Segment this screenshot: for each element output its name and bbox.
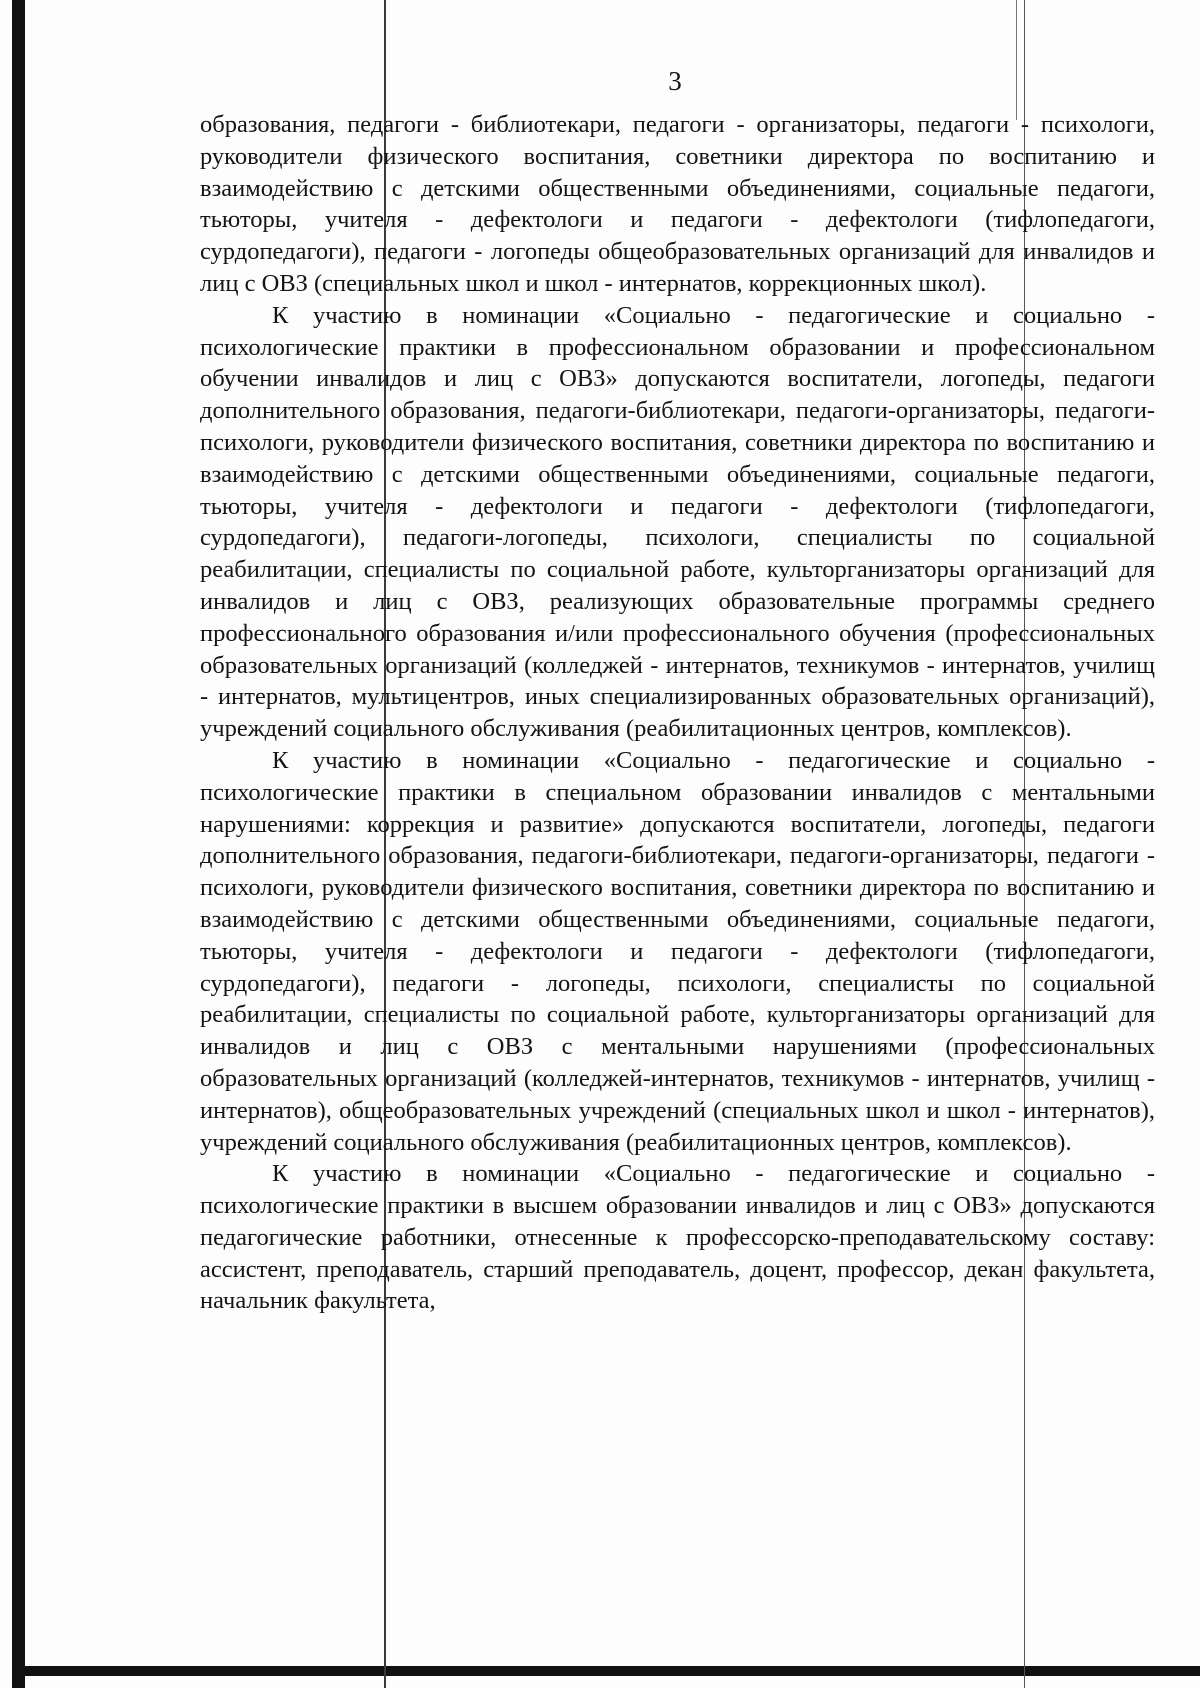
document-body xyxy=(200,109,1155,1317)
paragraph-mental-disabilities-nomination: К участию в номинации «Социально - педагогические и социально - психологические практики в специальном образовании инвалидов с ментальными нарушениями: коррекция и развитие» допускаются воспитатели, логопеды, педагоги дополнительного образования, педагоги-библиотекари, педагоги-организаторы, педагоги - психологи, руководители физического воспитания, советники директора по воспитанию и взаимодействию с детскими общественными объединениями, социальные педагоги, тьюторы, учителя - дефектологи и педагоги - дефектологи (тифлопедагоги, сурдопедагоги), педагоги - логопеды, психологи, специалисты по социальной реабилитации, специалисты по социальной работе, культорганизаторы организаций для инвалидов и лиц с ОВЗ с ментальными нарушениями (профессиональных образовательных организаций (колледжей-интернатов, техникумов - интернатов, училищ - интернатов), общеобразовательных учреждений (специальных школ и школ - интернатов), учреждений социального обслуживания (реабилитационных центров, комплексов). xyxy=(200,746,1155,1156)
scan-left-border xyxy=(12,0,25,1688)
paragraph-continuation: образования, педагоги - библиотекари, педагоги - организаторы, педагоги - психологи, руководители физического воспитания, советники директора по воспитанию и взаимодействию с детскими общественными объединениями, социальные педагоги, тьюторы, учителя - дефектологи и педагоги - дефектологи (тифлопедагоги, сурдопедагоги), педагоги - логопеды общеобразовательных организаций для инвалидов и лиц с ОВЗ (специальных школ и школ - интернатов, коррекционных школ). xyxy=(200,111,1155,297)
scan-fold-line-top xyxy=(1016,0,1017,120)
paragraph-professional-education-nomination: К участию в номинации «Социально - педагогические и социально - психологические практики в профессиональном образовании и профессиональном обучении инвалидов и лиц с ОВЗ» допускаются воспитатели, логопеды, педагоги дополнительного образования, педагоги-библиотекари, педагоги-организаторы, педагоги-психологи, руководители физического воспитания, советники директора по воспитанию и взаимодействию с детскими общественными объединениями, социальные педагоги, тьюторы, учителя - дефектологи и педагоги - дефектологи (тифлопедагоги, сурдопедагоги), педагоги-логопеды, психологи, специалисты по социальной реабилитации, специалисты по социальной работе, культорганизаторы организаций для инвалидов и лиц с ОВЗ, реализующих образовательные программы среднего профессионального образования и/или профессионального обучения (профессиональных образовательных организаций (колледжей - интернатов, техникумов - интернатов, училищ - интернатов, мультицентров, иных специализированных образовательных организаций), учреждений социального обслуживания (реабилитационных центров, комплексов). xyxy=(200,301,1155,743)
page-number: 3 xyxy=(668,66,682,96)
paragraph-higher-education-nomination: К участию в номинации «Социально - педагогические и социально - психологические практики в высшем образовании инвалидов и лиц с ОВЗ» допускаются педагогические работники, отнесенные к профессорско-преподавательскому составу: ассистент, преподаватель, старший преподаватель, доцент, профессор, декан факультета, начальник факультета, xyxy=(200,1160,1155,1315)
